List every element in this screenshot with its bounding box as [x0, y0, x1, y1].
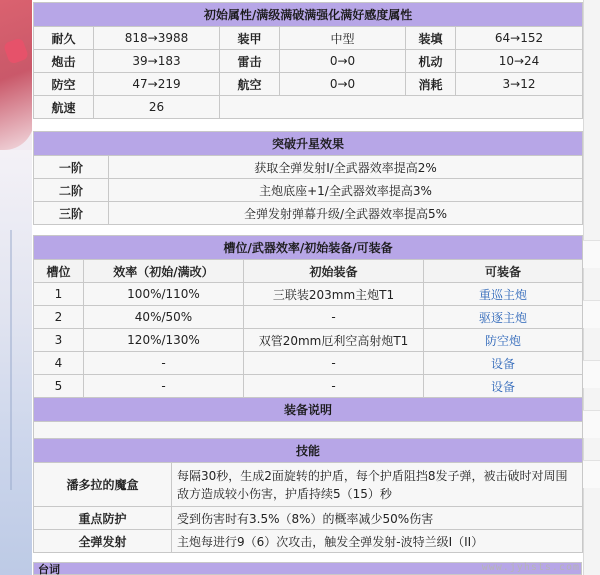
slot-row — [34, 352, 583, 375]
skills-table-title: 技能 — [34, 439, 583, 463]
stat-value-reload: 64→152 — [456, 27, 583, 50]
adjacent-panel-cell — [583, 410, 600, 438]
slot-initial-equipment: - — [244, 352, 424, 375]
adjacent-panel-edge — [583, 0, 600, 575]
skill-row — [34, 463, 583, 507]
slots-header-row — [34, 260, 583, 283]
stat-label-firepower: 炮击 — [34, 50, 94, 73]
slots-header-slot: 槽位 — [34, 260, 84, 283]
slots-header-equippable: 可装备 — [424, 260, 583, 283]
skill-description: 受到伤害时有3.5%（8%）的概率减少50%伤害 — [172, 507, 583, 530]
slot-row — [34, 306, 583, 329]
stats-table — [33, 2, 583, 119]
stat-value-cost: 3→12 — [456, 73, 583, 96]
equipment-notes-header: 装备说明 — [34, 398, 583, 422]
breakthrough-row — [34, 202, 583, 225]
slot-number: 3 — [34, 329, 84, 352]
slot-equip-link[interactable]: 重巡主炮 — [424, 283, 583, 306]
character-hair-decoration — [0, 0, 32, 150]
site-watermark: www.jyhsts.com — [481, 562, 580, 573]
stat-label-reload: 装填 — [406, 27, 456, 50]
breakthrough-row — [34, 156, 583, 179]
slot-equip-link[interactable]: 驱逐主炮 — [424, 306, 583, 329]
breakthrough-table — [33, 131, 583, 225]
stat-label-speed: 航速 — [34, 96, 94, 119]
breakthrough-effect: 获取全弹发射I/全武器效率提高2% — [109, 156, 583, 179]
slot-efficiency: 40%/50% — [84, 306, 244, 329]
skill-name: 重点防护 — [34, 507, 172, 530]
slot-efficiency: - — [84, 352, 244, 375]
skills-table — [33, 438, 583, 553]
breakthrough-stage: 一阶 — [34, 156, 109, 179]
breakthrough-effect: 全弹发射弹幕升级/全武器效率提高5% — [109, 202, 583, 225]
slot-number: 1 — [34, 283, 84, 306]
slot-equip-link[interactable]: 设备 — [424, 352, 583, 375]
lines-section-title: 台词 — [38, 563, 60, 575]
skill-name: 全弹发射 — [34, 530, 172, 553]
character-line-decoration — [10, 230, 12, 490]
adjacent-panel-cell — [583, 300, 600, 328]
breakthrough-stage: 三阶 — [34, 202, 109, 225]
slot-initial-equipment: - — [244, 375, 424, 398]
stat-label-torpedo: 雷击 — [220, 50, 280, 73]
skill-name: 潘多拉的魔盒 — [34, 463, 172, 507]
stat-label-durability: 耐久 — [34, 27, 94, 50]
slots-header-efficiency: 效率（初始/满改） — [84, 260, 244, 283]
slot-initial-equipment: 三联装203mm主炮T1 — [244, 283, 424, 306]
stat-value-aviation: 0→0 — [280, 73, 406, 96]
breakthrough-row — [34, 179, 583, 202]
equipment-notes-body — [34, 422, 583, 440]
adjacent-panel-cell — [583, 360, 600, 388]
stat-label-cost: 消耗 — [406, 73, 456, 96]
breakthrough-stage: 二阶 — [34, 179, 109, 202]
slots-header-initial: 初始装备 — [244, 260, 424, 283]
stat-label-aviation: 航空 — [220, 73, 280, 96]
slot-row — [34, 283, 583, 306]
slot-initial-equipment: 双管20mm厄利空高射炮T1 — [244, 329, 424, 352]
character-dress-decoration — [0, 150, 32, 575]
stat-value-speed: 26 — [94, 96, 220, 119]
stats-row — [34, 27, 583, 50]
stat-label-evasion: 机动 — [406, 50, 456, 73]
adjacent-panel-cell — [583, 460, 600, 488]
breakthrough-table-title: 突破升星效果 — [34, 132, 583, 156]
slot-number: 5 — [34, 375, 84, 398]
slot-efficiency: 100%/110% — [84, 283, 244, 306]
slot-row — [34, 375, 583, 398]
stats-empty-cell — [220, 96, 583, 119]
slot-number: 4 — [34, 352, 84, 375]
breakthrough-effect: 主炮底座+1/全武器效率提高3% — [109, 179, 583, 202]
slot-row — [34, 329, 583, 352]
adjacent-panel-cell — [583, 240, 600, 268]
slots-table-title: 槽位/武器效率/初始装备/可装备 — [34, 236, 583, 260]
stats-table-title: 初始属性/满级满破满强化满好感度属性 — [34, 3, 583, 27]
skill-row — [34, 507, 583, 530]
slot-efficiency: 120%/130% — [84, 329, 244, 352]
stat-value-armor: 中型 — [280, 27, 406, 50]
stats-row — [34, 96, 583, 119]
stat-value-durability: 818→3988 — [94, 27, 220, 50]
skill-description: 主炮每进行9（6）次攻击，触发全弹发射-波特兰级I（II） — [172, 530, 583, 553]
stats-row — [34, 50, 583, 73]
stat-value-antiair: 47→219 — [94, 73, 220, 96]
stat-value-torpedo: 0→0 — [280, 50, 406, 73]
slot-efficiency: - — [84, 375, 244, 398]
skill-row — [34, 530, 583, 553]
slot-equip-link[interactable]: 设备 — [424, 375, 583, 398]
slot-initial-equipment: - — [244, 306, 424, 329]
slot-number: 2 — [34, 306, 84, 329]
skill-description: 每隔30秒，生成2面旋转的护盾，每个护盾阻挡8发子弹，被击破时对周围敌方造成较小伤害，护盾持续5（15）秒 — [172, 463, 583, 507]
stats-row — [34, 73, 583, 96]
slots-table — [33, 235, 583, 440]
stat-value-evasion: 10→24 — [456, 50, 583, 73]
slot-equip-link[interactable]: 防空炮 — [424, 329, 583, 352]
stat-label-armor: 装甲 — [220, 27, 280, 50]
stat-value-firepower: 39→183 — [94, 50, 220, 73]
stat-label-antiair: 防空 — [34, 73, 94, 96]
character-art-strip — [0, 0, 32, 575]
